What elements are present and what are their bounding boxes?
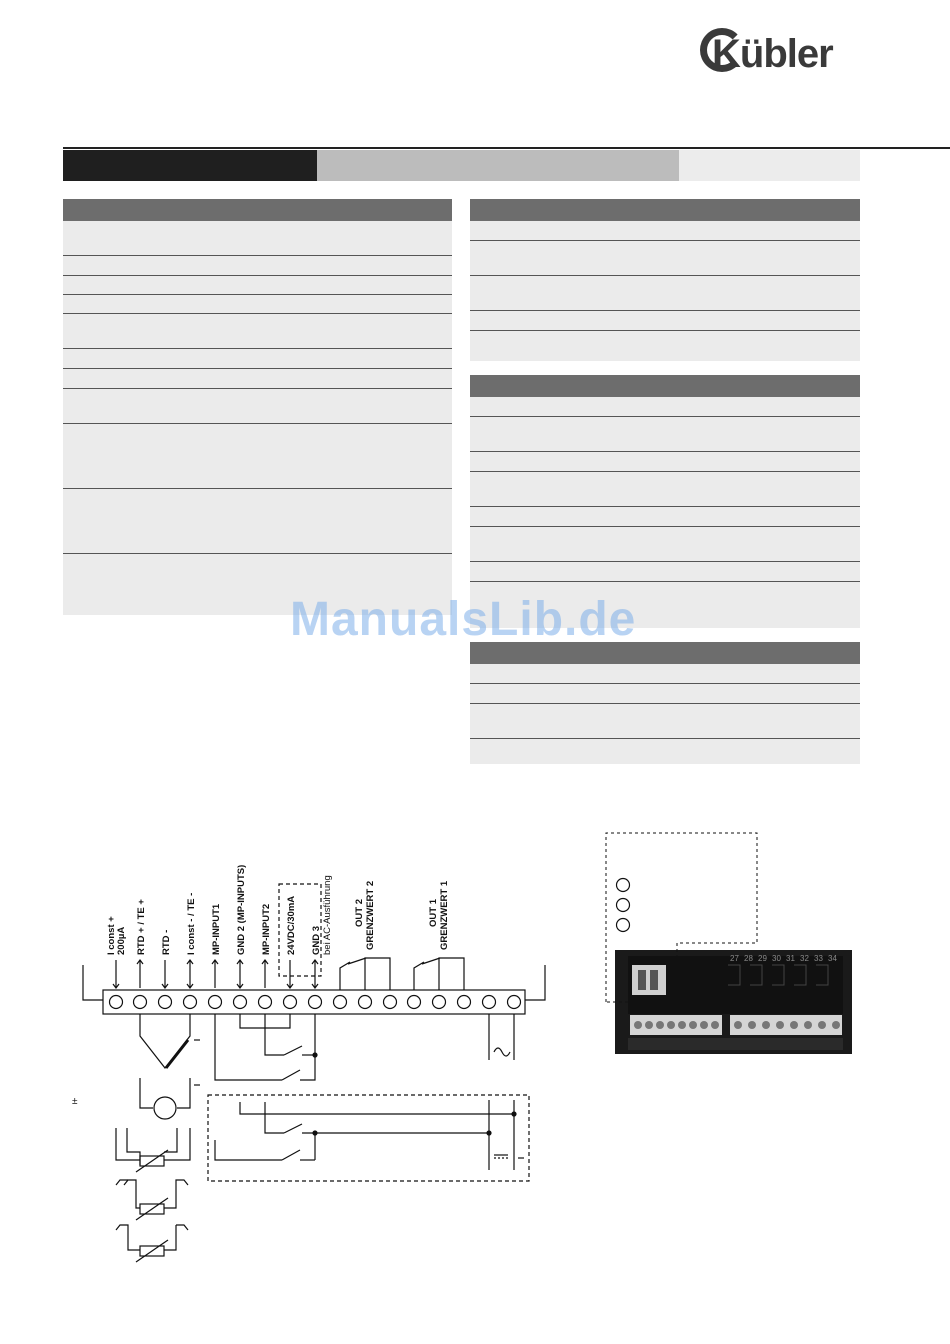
svg-text:34: 34 xyxy=(828,954,837,963)
label-24vdc: 24VDC/30mA xyxy=(286,895,297,955)
svg-text:27: 27 xyxy=(730,954,739,963)
svg-text:29: 29 xyxy=(758,954,767,963)
signal-arrows xyxy=(113,960,318,988)
label-200ua: 200µA xyxy=(116,926,127,955)
label-rtd-minus: RTD - xyxy=(161,929,172,955)
label-grenzwert2: GRENZWERT 2 xyxy=(365,880,376,950)
label-out2: OUT 2 xyxy=(354,899,365,927)
label-grenzwert1: GRENZWERT 1 xyxy=(439,880,450,950)
terminal-labels xyxy=(106,865,450,955)
rtd-variants xyxy=(116,1128,190,1262)
label-mp-input1: MP-INPUT1 xyxy=(211,903,222,955)
label-mp-input2: MP-INPUT2 xyxy=(261,903,272,955)
svg-text:30: 30 xyxy=(772,954,781,963)
logo-text: Kübler xyxy=(712,32,833,76)
label-gnd2: GND 2 (MP-INPUTS) xyxy=(236,864,247,955)
svg-text:33: 33 xyxy=(814,954,823,963)
plus-minus-symbol: ± xyxy=(72,1096,78,1107)
watermark: ManualsLib.de xyxy=(290,593,637,646)
svg-text:32: 32 xyxy=(800,954,809,963)
label-ac-version: bei AC-Ausführung xyxy=(322,875,333,955)
label-iconst-minus: I const - / TE - xyxy=(186,892,197,955)
svg-text:28: 28 xyxy=(744,954,753,963)
label-out1: OUT 1 xyxy=(428,899,439,927)
diagram-symbols xyxy=(72,1096,78,1107)
svg-text:31: 31 xyxy=(786,954,795,963)
device-indicator-circles xyxy=(617,879,630,932)
label-iconst-plus: I const + xyxy=(106,916,117,955)
label-rtd-plus: RTD + / TE + xyxy=(136,899,147,955)
label-gnd3: GND 3 xyxy=(311,925,322,955)
